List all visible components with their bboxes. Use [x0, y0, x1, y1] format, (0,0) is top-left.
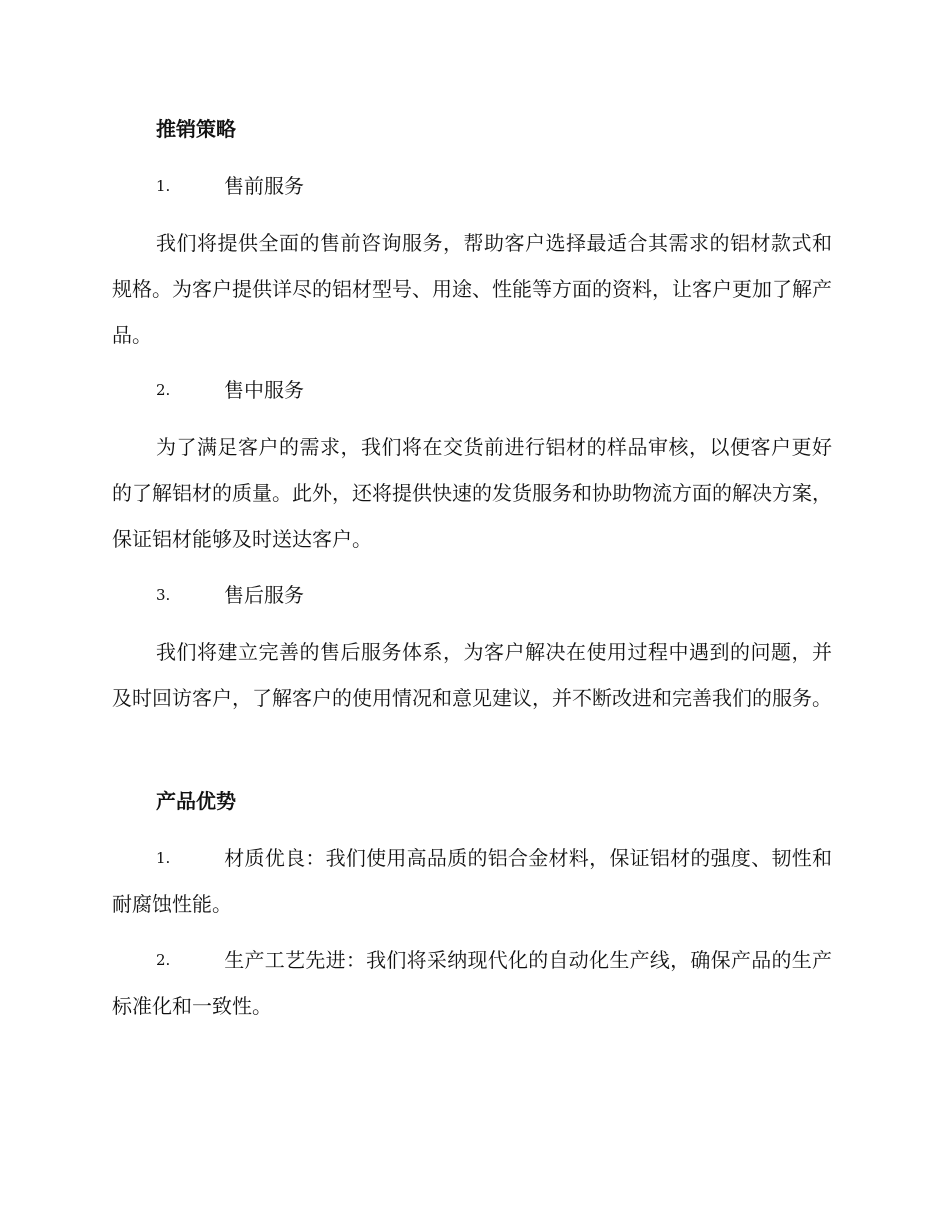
- paragraph-aftersales: 我们将建立完善的售后服务体系，为客户解决在使用过程中遇到的问题，并及时回访客户，了解客户的使用情况和意见建议，并不断改进和完善我们的服务。: [112, 640, 832, 710]
- paragraph-insales: 为了满足客户的需求，我们将在交货前进行铝材的样品审核，以便客户更好的了解铝材的质量。此外，还将提供快速的发货服务和协助物流方面的解决方案，保证铝材能够及时送达客户。: [112, 435, 832, 551]
- list-number: 2.: [156, 381, 171, 399]
- list-item-title: 售中服务: [224, 378, 304, 402]
- list-item-insales: [112, 367, 832, 413]
- list-item-title: 售后服务: [224, 583, 304, 607]
- section-heading-product-advantages: 产品优势: [156, 789, 236, 813]
- advantage-item-material: [112, 835, 832, 927]
- list-number: 2.: [156, 951, 171, 969]
- advantage-text: 材质优良：我们使用高品质的铝合金材料，保证铝材的强度、韧性和耐腐蚀性能。: [112, 846, 832, 916]
- paragraph-presales: 我们将提供全面的售前咨询服务，帮助客户选择最适合其需求的铝材款式和规格。为客户提供详尽的铝材型号、用途、性能等方面的资料，让客户更加了解产品。: [112, 231, 832, 347]
- list-item-presales: [112, 163, 832, 209]
- list-item-title: 售前服务: [224, 174, 304, 198]
- section-heading-promotion-strategy: 推销策略: [156, 117, 236, 141]
- list-number: 1.: [156, 177, 171, 195]
- advantage-text: 生产工艺先进：我们将采纳现代化的自动化生产线，确保产品的生产标准化和一致性。: [112, 948, 832, 1018]
- list-number: 3.: [156, 586, 171, 604]
- list-number: 1.: [156, 849, 171, 867]
- list-item-aftersales: [112, 572, 832, 618]
- advantage-item-process: [112, 937, 832, 1029]
